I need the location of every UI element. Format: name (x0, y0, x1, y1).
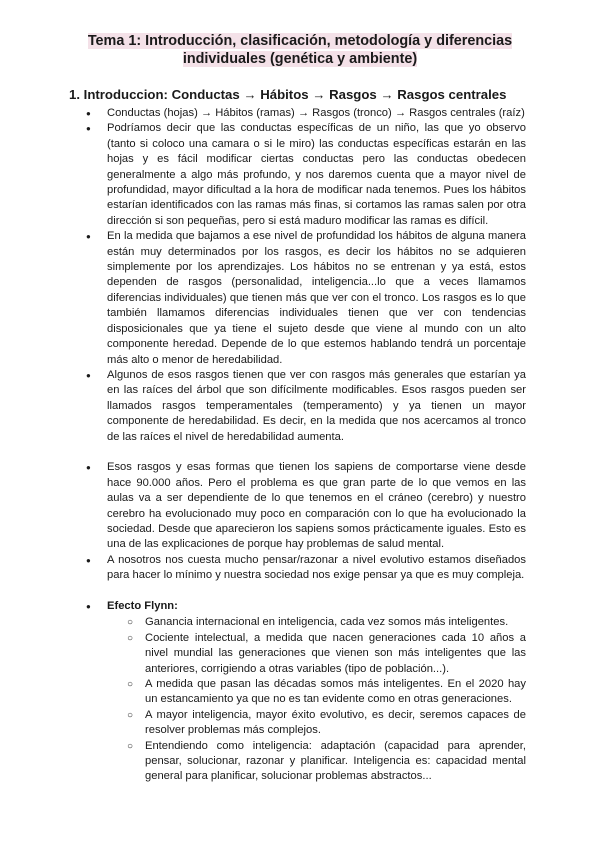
bullet-list (80, 460, 526, 583)
flynn-list (80, 599, 526, 785)
sub-list-item: ○ A mayor inteligencia, mayor éxito evolutivo, es decir, seremos capaces de resolver problemas más complejos. (107, 708, 526, 739)
sub-list-item: ○ Entendiendo como inteligencia: adaptación (capacidad para aprender, pensar, solucionar, razonar y planificar. Inteligencia es: capacidad mental general para planificar, solucionar problemas abstractos... (107, 739, 526, 785)
flynn-sub-list (107, 615, 526, 784)
title-line-2: individuales (genética y ambiente) (182, 50, 418, 67)
document-title (80, 33, 520, 68)
title-line-1: Tema 1: Introducción, clasificación, metodología y diferencias (87, 33, 513, 49)
sub-list-item: ○ Cociente intelectual, a medida que nacen generaciones cada 10 años a nivel mundial las generaciones que vienen son más inteligentes que las anteriores, corrigiendo a otras variables (tipo de población...). (107, 631, 526, 677)
list-item: ● Algunos de esos rasgos tienen que ver con rasgos más generales que estarían ya en las raíces del árbol que son difícilmente modificables. Esos rasgos pueden ser llamados rasgos temperamentales (temperamento) y ya tienen un mayor componente de heredabilidad. Es decir, en la medida que nos acercamos al tronco de las raíces el nivel de heredabilidad aumenta. (80, 368, 526, 445)
list-item: ● Podríamos decir que las conductas específicas de un niño, las que yo observo (tanto si coloco una camara o si le miro) las conductas específicas estarán en las hojas y es fácil modificar ciertas conductas pero las conductas obedecen generalmente a algo más profundo, y nos daremos cuenta que a mayor nivel de profundidad, mayor dificultad a la hora de modificar nada tenemos. Pues los hábitos estarían identificados con las ramas más finas, si cortamos las ramas salen por otra dirección si son pequeñas, pero si está maduro modificar las ramas es difícil. (80, 121, 526, 229)
flynn-heading: Efecto Flynn: (107, 599, 178, 612)
list-item: ● En la medida que bajamos a ese nivel de profundidad los hábitos de alguna manera están muy determinados por los rasgos, es decir los hábitos no se adquieren simplemente por los aprendizajes. Los hábitos no se entrenan y ya está, estos dependen de rasgos (personalidad, inteligencia...lo que a veces llamamos diferencias individuales) que tienen más que ver con el tronco. Los rasgos es lo que también llamamos diferencias individuales tienen que ver con tendencias disposicionales que ya tiene el sujeto desde que viene al mundo con un alto componente heredad. Depende de lo que estemos hablando tendrá un porcentaje más alto o menor de heredabilidad. (80, 229, 526, 368)
section-heading: 1. Introduccion: Conductas → Hábitos → Rasgos → Rasgos centrales (69, 87, 507, 102)
list-item: ● Conductas (hojas) → Hábitos (ramas) → Rasgos (tronco) → Rasgos centrales (raíz) (80, 106, 526, 121)
bullet-list (80, 106, 526, 445)
list-item: ● Esos rasgos y esas formas que tienen los sapiens de comportarse viene desde hace 90.000 años. Pero el problema es que gran parte de lo que vemos en las aulas va a ser dependiente de lo que tenemos en el cráneo (cerebro) y nuestro cerebro ha evolucionado muy poco en comparación con lo que ha evolucionado la sociedad. Desde que aparecieron los sapiens somos prácticamente iguales. Esto es una de las explicaciones de porque hay problemas de salud mental. (80, 460, 526, 552)
flynn-section (80, 599, 526, 785)
document-body (80, 106, 526, 785)
list-item: ● A nosotros nos cuesta mucho pensar/razonar a nivel evolutivo estamos diseñados para hacer lo mínimo y nuestra sociedad nos exige pensar ya que es muy compleja. (80, 553, 526, 584)
sub-list-item: ○ Ganancia internacional en inteligencia, cada vez somos más inteligentes. (107, 615, 526, 630)
sub-list-item: ○ A medida que pasan las décadas somos más inteligentes. En el 2020 hay un estancamiento ya que no es tan evidente como en otras generaciones. (107, 677, 526, 708)
